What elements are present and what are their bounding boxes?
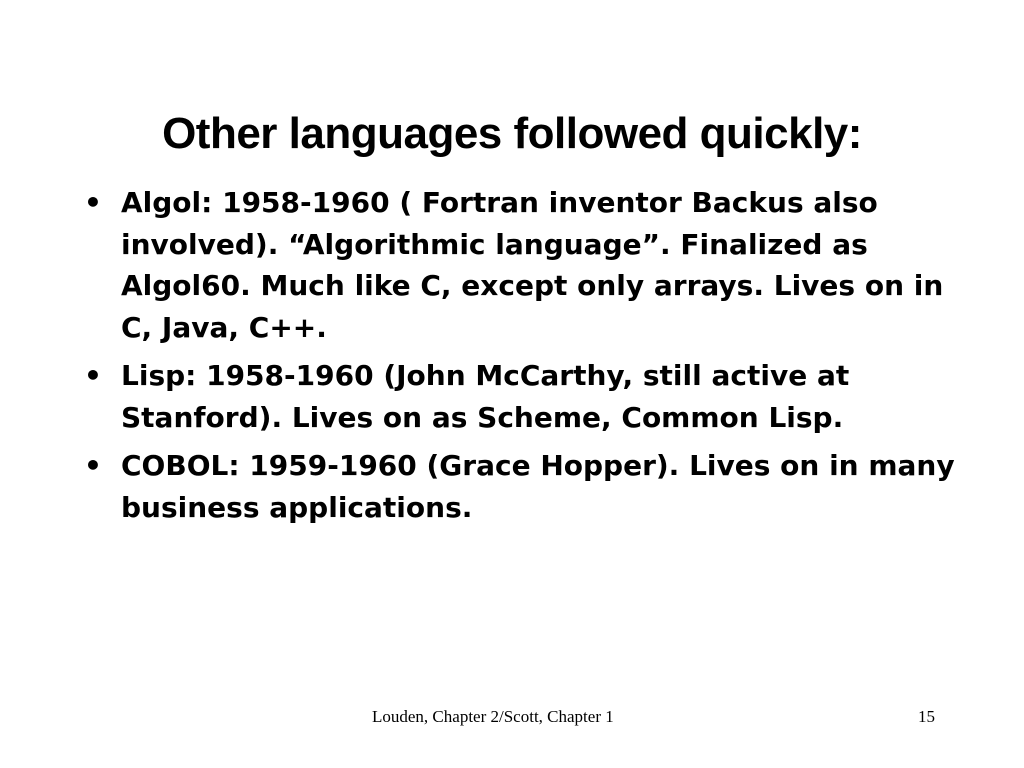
- footer-caption: Louden, Chapter 2/Scott, Chapter 1: [372, 707, 614, 726]
- bullet-text: Lisp: 1958-1960 (John McCarthy, still active at Stanford). Lives on as Scheme, Common Lisp.: [121, 359, 850, 434]
- bullet-list: [84, 182, 964, 535]
- slide-title: Other languages followed quickly:: [162, 109, 862, 158]
- bullet-icon: •: [84, 186, 102, 219]
- bullet-item-cobol: [84, 445, 964, 528]
- bullet-item-lisp: [84, 355, 964, 438]
- page-number: 15: [918, 707, 935, 726]
- bullet-icon: •: [84, 449, 102, 482]
- bullet-item-algol: [84, 182, 964, 348]
- bullet-icon: •: [84, 359, 102, 392]
- bullet-text: Algol: 1958-1960 ( Fortran inventor Backus also involved). “Algorithmic language”. Finalized as Algol60. Much like C, except only arrays. Lives on in C, Java, C++.: [121, 186, 944, 344]
- bullet-text: COBOL: 1959-1960 (Grace Hopper). Lives on in many business applications.: [121, 449, 955, 524]
